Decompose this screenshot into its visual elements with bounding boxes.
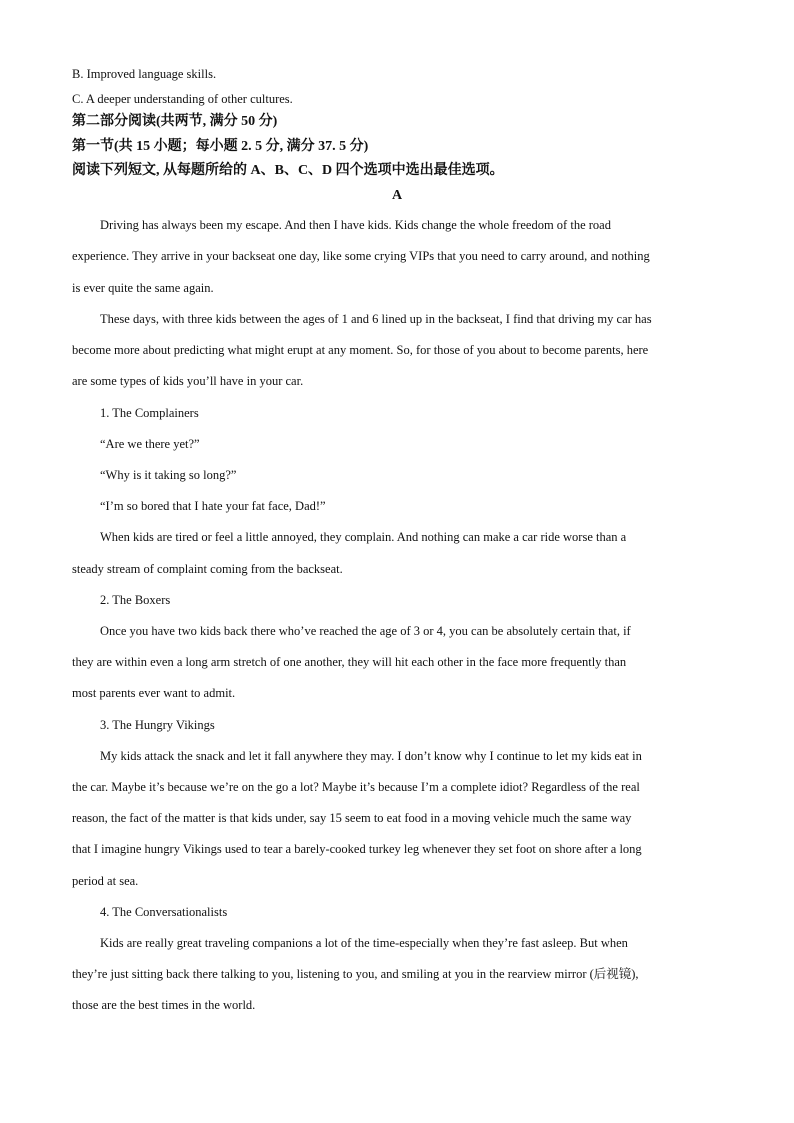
passage-line: steady stream of complaint coming from the backseat. <box>72 562 343 576</box>
passage-line: Driving has always been my escape. And then I have kids. Kids change the whole freedom of the road <box>100 218 611 232</box>
passage-line: those are the best times in the world. <box>72 998 256 1012</box>
part-title: 第二部分阅读(共两节, 满分 50 分) <box>72 114 278 129</box>
option-c: C. A deeper understanding of other cultures. <box>72 92 293 106</box>
passage-label: A <box>391 188 403 203</box>
quote-line: “Are we there yet?” <box>100 437 200 451</box>
quote-line: “I’m so bored that I hate your fat face, Dad!” <box>100 499 326 513</box>
option-b: B. Improved language skills. <box>72 67 217 81</box>
list-heading: 3. The Hungry Vikings <box>100 718 215 732</box>
quote-line: “Why is it taking so long?” <box>100 468 237 482</box>
passage-line: they’re just sitting back there talking to you, listening to you, and smiling at you in the rearview mirror (后视镜), <box>72 967 639 981</box>
passage-line: are some types of kids you’ll have in your car. <box>72 374 304 388</box>
passage-line: become more about predicting what might erupt at any moment. So, for those of you about to become parents, here <box>72 343 649 357</box>
passage-line: most parents ever want to admit. <box>72 686 236 700</box>
passage-line: When kids are tired or feel a little annoyed, they complain. And nothing can make a car ride worse than a <box>100 530 627 544</box>
passage-line: Once you have two kids back there who’ve reached the age of 3 or 4, you can be absolutely certain that, if <box>100 624 631 638</box>
passage-line: reason, the fact of the matter is that kids under, say 15 seem to eat food in a moving vehicle much the same way <box>72 811 632 825</box>
passage-line: Kids are really great traveling companions a lot of the time-especially when they’re fast asleep. But when <box>100 936 628 950</box>
subsection-title: 第一节(共 15 小题；每小题 2. 5 分, 满分 37. 5 分) <box>72 139 369 154</box>
passage-line: they are within even a long arm stretch of one another, they will hit each other in the face more frequently than <box>72 655 627 669</box>
list-heading: 4. The Conversationalists <box>100 905 228 919</box>
passage-line: My kids attack the snack and let it fall anywhere they may. I don’t know why I continue to let my kids eat in <box>100 749 642 763</box>
passage-line: These days, with three kids between the ages of 1 and 6 lined up in the backseat, I find that driving my car has <box>100 312 652 326</box>
passage-line: experience. They arrive in your backseat one day, like some crying VIPs that you need to carry around, and nothing <box>72 249 650 263</box>
passage-line: the car. Maybe it’s because we’re on the go a lot? Maybe it’s because I’m a complete idiot? Regardless of the real <box>72 780 640 794</box>
list-heading: 2. The Boxers <box>100 593 171 607</box>
passage-line: period at sea. <box>72 874 139 888</box>
passage-line: that I imagine hungry Vikings used to tear a barely-cooked turkey leg whenever they set foot on shore after a long <box>72 842 642 856</box>
list-heading: 1. The Complainers <box>100 406 199 420</box>
instruction: 阅读下列短文, 从每题所给的 A、B、C、D 四个选项中选出最佳选项。 <box>72 163 504 178</box>
passage-line: is ever quite the same again. <box>72 281 214 295</box>
